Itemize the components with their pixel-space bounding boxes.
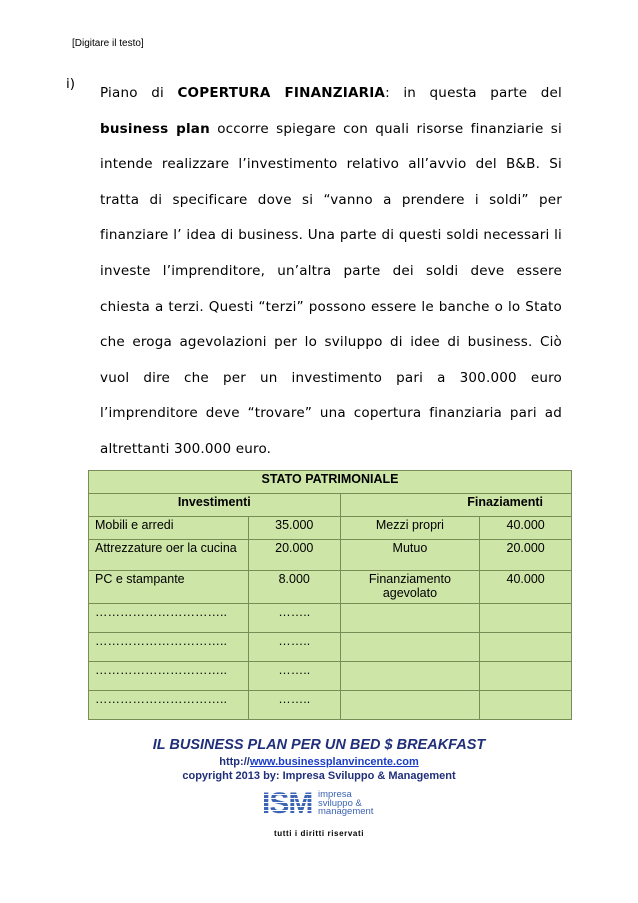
investimento-label: ………………………….. [89,604,249,633]
table-row [89,571,572,604]
ism-logo [262,787,380,821]
table-row [89,691,572,720]
investimento-value: 8.000 [248,571,340,604]
finanziamento-value: 40.000 [480,571,572,604]
finanziamento-value: 20.000 [480,540,572,571]
table-row [89,540,572,571]
footer-rights: tutti i diritti riservati [273,829,365,838]
finanziamento-label: Mutuo [340,540,480,571]
finanziamento-label: Mezzi propri [340,517,480,540]
list-marker: i) [66,76,76,92]
table-title: STATO PATRIMONIALE [89,471,572,494]
table-row [89,633,572,662]
logo-line-1: impresa [318,789,352,800]
table-header-row [89,494,572,517]
empty-cell [480,691,572,720]
investimento-value: 35.000 [248,517,340,540]
logo-subtitle [318,791,373,817]
para-mid: : in questa parte del [385,85,562,101]
empty-cell [480,604,572,633]
empty-cell [480,662,572,691]
investimento-value: …….. [248,604,340,633]
empty-cell [340,691,480,720]
footer-copyright: copyright 2013 by: Impresa Sviluppo & Management [182,770,456,782]
para-bold-business-plan: business plan [100,120,210,137]
header-investimenti: Investimenti [89,494,341,517]
investimento-value: …….. [248,633,340,662]
table-title-row [89,471,572,494]
page-header: [Digitare il testo] [72,38,144,49]
empty-cell [480,633,572,662]
stato-patrimoniale-table [88,470,572,720]
footer-url-line [0,756,638,768]
table-row [89,517,572,540]
footer-url-prefix: http:// [219,756,250,768]
empty-cell [340,604,480,633]
body-paragraph [100,76,562,468]
investimento-label: PC e stampante [89,571,249,604]
empty-cell [340,662,480,691]
empty-cell [340,633,480,662]
investimento-value: …….. [248,662,340,691]
logo-line-3: management [318,806,374,817]
finanziamento-label: Finanziamento agevolato [340,571,480,604]
para-bold-copertura: COPERTURA FINANZIARIA [177,85,386,101]
logo-line-2: sviluppo & [318,797,362,809]
table-row [89,662,572,691]
investimento-label: ………………………….. [89,633,249,662]
table-row [89,604,572,633]
header-finaziamenti: Finaziamenti [340,494,571,517]
investimento-value: …….. [248,691,340,720]
logo-ism-text: ISM [262,787,313,820]
investimento-label: Mobili e arredi [89,517,249,540]
footer-url-link[interactable]: www.businessplanvincente.com [249,756,419,768]
footer-title: IL BUSINESS PLAN PER UN BED $ BREAKFAST [152,737,486,753]
investimento-label: ………………………….. [89,662,249,691]
finanziamento-value: 40.000 [480,517,572,540]
investimento-label: Attrezzature oer la cucina [89,540,249,571]
investimento-label: ………………………….. [89,691,249,720]
para-rest: occorre spiegare con quali risorse finanziarie si intende realizzare l’investimento relativo all’avvio del B&B. Si tratta di specificare dove si “vanno a prendere i soldi” per finanziare l’ idea di business. Una parte di questi soldi necessari li investe l’imprenditore, un’altra parte dei soldi deve essere chiesta a terzi. Questi “terzi” possono essere le banche o lo Stato che eroga agevolazioni per lo sviluppo di idee di business. Ciò vuol dire che per un investimento pari a 300.000 euro l’imprenditore deve “trovare” una copertura finanziaria pari ad altrettanti 300.000 euro. [100,120,562,457]
para-intro: Piano di [100,85,164,101]
investimento-value: 20.000 [248,540,340,571]
